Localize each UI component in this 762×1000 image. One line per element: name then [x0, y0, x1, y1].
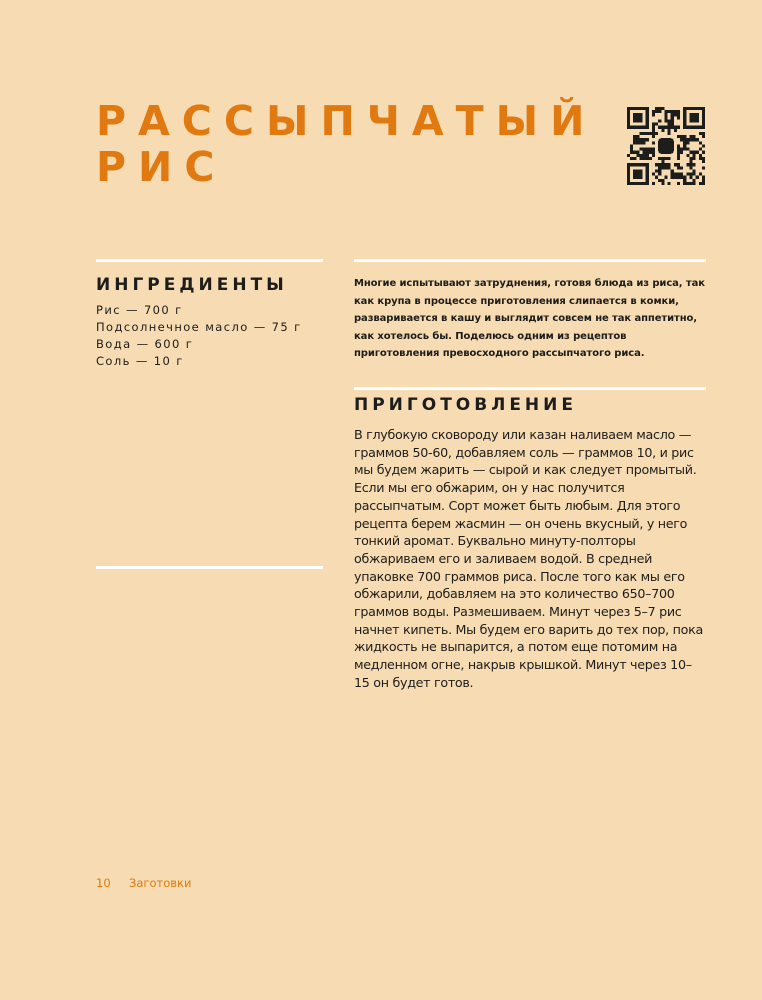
ingredients-bottom-rule [96, 566, 323, 569]
recipe-title-line-1: РАССЫПЧАТЫЙ [96, 97, 597, 145]
method-top-rule [354, 387, 706, 390]
ingredients-top-rule [96, 259, 323, 262]
ingredient-item: Соль — 10 г [96, 354, 184, 368]
ingredient-item: Рис — 700 г [96, 303, 183, 317]
page-number: 10 [96, 876, 111, 890]
intro-top-rule [354, 259, 706, 262]
page-footer [96, 876, 192, 890]
recipe-title-line-2: РИС [96, 143, 227, 191]
method-paragraph: В глубокую сковороду или казан наливаем масло — граммов 50-60, добавляем соль — граммов 10, и рис мы будем жарить — сырой и как следует промытый. Если мы его обжарим, он у нас получится рассыпчатым. Сорт может быть любым. Для этого рецепта берем жасмин — он очень вкусный, у него тонкий аромат. Буквально минуту-полторы обжариваем его и заливаем водой. В средней упаковке 700 граммов риса. После того как мы его обжарили, добавляем на это количество 650–700 граммов воды. Размешиваем. Минут через 5–7 рис начнет кипеть. Мы будем его варить до тех пор, пока жидкость не выпарится, а потом еще потомим на медленном огне, накрыв крышкой. Минут через 10–15 он будет готов. [354, 427, 703, 690]
section-name: Заготовки [129, 876, 192, 890]
ingredients-list [96, 302, 302, 370]
ingredients-heading: ИНГРЕДИЕНТЫ [96, 275, 288, 295]
qr-code-icon[interactable] [627, 107, 705, 185]
recipe-title [96, 98, 596, 190]
ingredient-item: Вода — 600 г [96, 337, 194, 351]
intro-paragraph: Многие испытывают затруднения, готовя блюда из риса, так как крупа в процессе приготовления слипается в комки, разваривается в кашу и выглядит совсем не так аппетитно, как хотелось бы. Поделюсь одним из рецептов приготовления превосходного рассыпчатого риса. [354, 278, 705, 359]
ingredient-item: Подсолнечное масло — 75 г [96, 320, 302, 334]
method-heading: ПРИГОТОВЛЕНИЕ [354, 395, 578, 415]
